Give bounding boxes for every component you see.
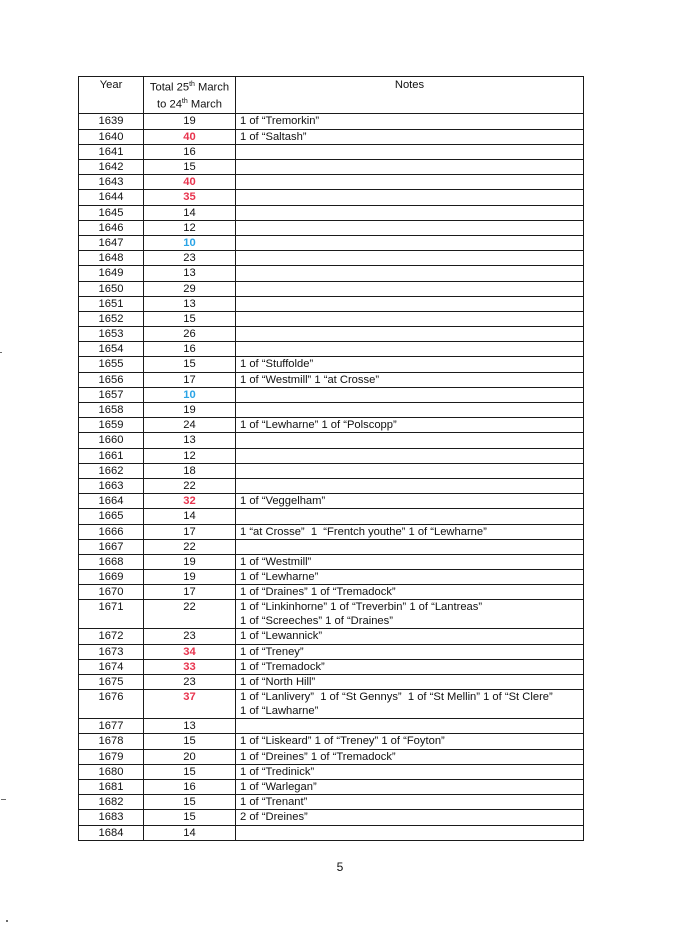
year-cell: 1683 <box>79 810 144 825</box>
table-row <box>79 494 584 509</box>
year-cell: 1649 <box>79 266 144 281</box>
total-cell <box>144 570 236 585</box>
note-line: 1 of “Tremadock” <box>240 660 325 673</box>
highlighted-total-value: 32 <box>183 495 196 508</box>
total-value: 22 <box>183 479 196 492</box>
table-row <box>79 690 584 719</box>
total-cell <box>144 114 236 129</box>
table-row <box>79 220 584 235</box>
year-cell: 1647 <box>79 235 144 250</box>
notes-cell <box>236 570 584 585</box>
total-value: 15 <box>183 811 196 824</box>
total-value: 13 <box>183 267 196 280</box>
year-cell: 1669 <box>79 570 144 585</box>
total-cell <box>144 433 236 448</box>
year-cell: 1653 <box>79 327 144 342</box>
total-cell <box>144 554 236 569</box>
total-value: 17 <box>183 525 196 538</box>
year-cell: 1658 <box>79 403 144 418</box>
year-cell: 1667 <box>79 539 144 554</box>
notes-cell <box>236 463 584 478</box>
total-value: 16 <box>183 145 196 158</box>
notes-cell <box>236 311 584 326</box>
year-cell: 1650 <box>79 281 144 296</box>
total-cell <box>144 690 236 719</box>
highlighted-total-value: 40 <box>183 130 196 143</box>
total-value: 19 <box>183 555 196 568</box>
notes-cell <box>236 433 584 448</box>
table-row <box>79 644 584 659</box>
notes-cell <box>236 509 584 524</box>
total-value: 23 <box>183 252 196 265</box>
year-cell: 1644 <box>79 190 144 205</box>
total-value: 19 <box>183 115 196 128</box>
note-line: 1 of “Linkinhorne” 1 of “Treverbin” 1 of “Lantreas” <box>240 601 483 614</box>
scan-speck <box>6 920 8 922</box>
year-cell: 1663 <box>79 478 144 493</box>
notes-cell <box>236 220 584 235</box>
notes-cell <box>236 554 584 569</box>
note-line: 1 of “North Hill” <box>240 676 316 689</box>
table-header-row <box>79 77 584 114</box>
total-value: 22 <box>183 540 196 553</box>
year-cell: 1654 <box>79 342 144 357</box>
total-value: 15 <box>183 735 196 748</box>
table-row <box>79 764 584 779</box>
total-cell <box>144 463 236 478</box>
year-cell: 1672 <box>79 629 144 644</box>
notes-cell <box>236 418 584 433</box>
notes-cell <box>236 644 584 659</box>
notes-cell <box>236 690 584 719</box>
notes-cell <box>236 825 584 840</box>
table-row <box>79 251 584 266</box>
total-value: 19 <box>183 404 196 417</box>
year-cell: 1675 <box>79 675 144 690</box>
year-cell: 1646 <box>79 220 144 235</box>
highlighted-total-value: 40 <box>183 176 196 189</box>
note-line: 1 of “Warlegan” <box>240 780 317 793</box>
year-cell: 1684 <box>79 825 144 840</box>
year-cell: 1673 <box>79 644 144 659</box>
total-cell <box>144 129 236 144</box>
notes-cell <box>236 296 584 311</box>
notes-cell <box>236 403 584 418</box>
year-cell: 1664 <box>79 494 144 509</box>
note-line: 1 of “Westmill” <box>240 555 312 568</box>
total-cell <box>144 524 236 539</box>
table-row <box>79 719 584 734</box>
notes-cell <box>236 600 584 629</box>
total-cell <box>144 644 236 659</box>
total-value: 13 <box>183 720 196 733</box>
total-cell <box>144 418 236 433</box>
notes-cell <box>236 327 584 342</box>
total-cell <box>144 327 236 342</box>
total-value: 18 <box>183 464 196 477</box>
notes-cell <box>236 235 584 250</box>
total-cell <box>144 266 236 281</box>
table-row <box>79 795 584 810</box>
total-cell <box>144 220 236 235</box>
notes-cell <box>236 494 584 509</box>
table-row <box>79 327 584 342</box>
total-value: 19 <box>183 571 196 584</box>
table-row <box>79 585 584 600</box>
year-cell: 1642 <box>79 160 144 175</box>
year-cell: 1677 <box>79 719 144 734</box>
table-row <box>79 175 584 190</box>
notes-cell <box>236 205 584 220</box>
year-cell: 1659 <box>79 418 144 433</box>
note-line: 1 of “Dreines” 1 of “Tremadock” <box>240 750 396 763</box>
notes-cell <box>236 190 584 205</box>
total-cell <box>144 144 236 159</box>
notes-cell <box>236 719 584 734</box>
note-line: 1 of “Saltash” <box>240 130 307 143</box>
total-cell <box>144 281 236 296</box>
total-cell <box>144 795 236 810</box>
note-line: 1 of “Tremorkin” <box>240 115 320 128</box>
table-row <box>79 190 584 205</box>
total-value: 15 <box>183 765 196 778</box>
note-line: 1 of “Westmill” 1 “at Crosse” <box>240 373 380 386</box>
table-row <box>79 825 584 840</box>
total-cell <box>144 494 236 509</box>
table-row <box>79 810 584 825</box>
notes-column-header: Notes <box>236 77 584 114</box>
table-row <box>79 600 584 629</box>
total-cell <box>144 585 236 600</box>
note-line: 1 of “Treney” <box>240 645 304 658</box>
total-value: 29 <box>183 282 196 295</box>
total-value: 15 <box>183 358 196 371</box>
year-cell: 1679 <box>79 749 144 764</box>
table-row <box>79 463 584 478</box>
table-row <box>79 387 584 402</box>
notes-cell <box>236 659 584 674</box>
notes-cell <box>236 749 584 764</box>
table-row <box>79 478 584 493</box>
note-line: 1 of “Draines” 1 of “Tremadock” <box>240 586 396 599</box>
year-cell: 1670 <box>79 585 144 600</box>
table-row <box>79 629 584 644</box>
total-value: 15 <box>183 796 196 809</box>
year-cell: 1640 <box>79 129 144 144</box>
note-line: 1 of “Lanlivery” 1 of “St Gennys” 1 of “St Mellin” 1 of “St Clere” <box>240 691 553 704</box>
total-value: 16 <box>183 780 196 793</box>
year-column-header: Year <box>79 77 144 114</box>
year-cell: 1641 <box>79 144 144 159</box>
total-cell <box>144 600 236 629</box>
year-cell: 1676 <box>79 690 144 719</box>
note-line: 1 of “Lewannick” <box>240 630 323 643</box>
total-cell <box>144 160 236 175</box>
notes-cell <box>236 114 584 129</box>
notes-cell <box>236 779 584 794</box>
total-cell <box>144 205 236 220</box>
notes-cell <box>236 266 584 281</box>
total-cell <box>144 734 236 749</box>
highlighted-total-value: 33 <box>183 660 196 673</box>
year-cell: 1645 <box>79 205 144 220</box>
table-row <box>79 357 584 372</box>
table-row <box>79 311 584 326</box>
table-row <box>79 266 584 281</box>
table-row <box>79 433 584 448</box>
notes-cell <box>236 629 584 644</box>
table-row <box>79 160 584 175</box>
total-cell <box>144 810 236 825</box>
year-cell: 1651 <box>79 296 144 311</box>
notes-cell <box>236 342 584 357</box>
total-value: 15 <box>183 161 196 174</box>
total-value: 23 <box>183 630 196 643</box>
total-cell <box>144 764 236 779</box>
total-cell <box>144 779 236 794</box>
total-value: 26 <box>183 328 196 341</box>
total-cell <box>144 675 236 690</box>
total-cell <box>144 659 236 674</box>
total-cell <box>144 372 236 387</box>
total-value: 23 <box>183 676 196 689</box>
table-row <box>79 418 584 433</box>
notes-cell <box>236 357 584 372</box>
notes-cell <box>236 478 584 493</box>
highlighted-total-value: 37 <box>183 691 196 704</box>
scan-speck <box>0 352 2 353</box>
notes-cell <box>236 372 584 387</box>
scan-speck <box>1 799 6 800</box>
table-row <box>79 509 584 524</box>
year-cell: 1657 <box>79 387 144 402</box>
year-cell: 1648 <box>79 251 144 266</box>
table-row <box>79 539 584 554</box>
notes-cell <box>236 764 584 779</box>
table-row <box>79 448 584 463</box>
note-line: 1 of “Lewharne” 1 of “Polscopp” <box>240 419 397 432</box>
highlighted-total-value: 10 <box>183 236 196 249</box>
notes-cell <box>236 524 584 539</box>
notes-cell <box>236 251 584 266</box>
table-row <box>79 144 584 159</box>
total-cell <box>144 296 236 311</box>
table-row <box>79 659 584 674</box>
note-line: 1 of “Stuffolde” <box>240 358 314 371</box>
table-row <box>79 372 584 387</box>
total-value: 15 <box>183 312 196 325</box>
year-cell: 1655 <box>79 357 144 372</box>
highlighted-total-value: 34 <box>183 645 196 658</box>
total-cell <box>144 629 236 644</box>
table-row <box>79 403 584 418</box>
total-cell <box>144 175 236 190</box>
total-cell <box>144 825 236 840</box>
table-row <box>79 779 584 794</box>
note-line: 1 of “Veggelham” <box>240 495 326 508</box>
highlighted-total-value: 35 <box>183 191 196 204</box>
table-row <box>79 524 584 539</box>
total-value: 17 <box>183 586 196 599</box>
note-line: 1 of “Screeches” 1 of “Draines” <box>240 615 393 628</box>
total-value: 16 <box>183 343 196 356</box>
notes-cell <box>236 539 584 554</box>
table-row <box>79 205 584 220</box>
total-cell <box>144 357 236 372</box>
year-cell: 1681 <box>79 779 144 794</box>
highlighted-total-value: 10 <box>183 388 196 401</box>
table-row <box>79 235 584 250</box>
page-number: 5 <box>336 860 344 874</box>
total-value: 12 <box>183 449 196 462</box>
total-value: 17 <box>183 373 196 386</box>
total-cell <box>144 190 236 205</box>
table-row <box>79 749 584 764</box>
notes-cell <box>236 144 584 159</box>
table-body <box>79 114 584 840</box>
year-cell: 1678 <box>79 734 144 749</box>
total-cell <box>144 311 236 326</box>
year-cell: 1656 <box>79 372 144 387</box>
total-value: 12 <box>183 221 196 234</box>
total-cell <box>144 719 236 734</box>
year-cell: 1639 <box>79 114 144 129</box>
burials-table <box>78 76 584 841</box>
note-line: 1 of “Lewharne” <box>240 571 319 584</box>
total-cell <box>144 509 236 524</box>
year-cell: 1671 <box>79 600 144 629</box>
notes-cell <box>236 448 584 463</box>
notes-cell <box>236 585 584 600</box>
year-cell: 1661 <box>79 448 144 463</box>
year-cell: 1680 <box>79 764 144 779</box>
total-cell <box>144 251 236 266</box>
total-value: 14 <box>183 206 196 219</box>
notes-cell <box>236 795 584 810</box>
notes-cell <box>236 160 584 175</box>
note-line: 1 of “Liskeard” 1 of “Treney” 1 of “Foyton” <box>240 735 445 748</box>
notes-cell <box>236 734 584 749</box>
total-cell <box>144 539 236 554</box>
notes-cell <box>236 129 584 144</box>
year-cell: 1652 <box>79 311 144 326</box>
total-value: 14 <box>183 826 196 839</box>
total-value: 13 <box>183 434 196 447</box>
note-line: 1 of “Tredinick” <box>240 765 315 778</box>
notes-cell <box>236 387 584 402</box>
year-cell: 1682 <box>79 795 144 810</box>
notes-cell <box>236 281 584 296</box>
total-cell <box>144 403 236 418</box>
year-cell: 1660 <box>79 433 144 448</box>
table-row <box>79 734 584 749</box>
total-value: 20 <box>183 750 196 763</box>
total-value: 14 <box>183 510 196 523</box>
total-cell <box>144 749 236 764</box>
table-row <box>79 114 584 129</box>
table-row <box>79 281 584 296</box>
total-value: 24 <box>183 419 196 432</box>
table-row <box>79 129 584 144</box>
year-cell: 1666 <box>79 524 144 539</box>
total-cell <box>144 342 236 357</box>
total-column-header: Total 25th March to 24th March <box>144 77 236 114</box>
total-cell <box>144 235 236 250</box>
notes-cell <box>236 675 584 690</box>
total-cell <box>144 448 236 463</box>
year-cell: 1674 <box>79 659 144 674</box>
table-row <box>79 570 584 585</box>
table-row <box>79 675 584 690</box>
year-cell: 1665 <box>79 509 144 524</box>
notes-cell <box>236 810 584 825</box>
total-value: 22 <box>183 601 196 614</box>
year-cell: 1643 <box>79 175 144 190</box>
table-row <box>79 296 584 311</box>
note-line: 2 of “Dreines” <box>240 811 308 824</box>
notes-cell <box>236 175 584 190</box>
total-value: 13 <box>183 297 196 310</box>
year-cell: 1668 <box>79 554 144 569</box>
total-cell <box>144 478 236 493</box>
table-row <box>79 342 584 357</box>
note-line: 1 “at Crosse” 1 “Frentch youthe” 1 of “Lewharne” <box>240 525 487 538</box>
note-line: 1 of “Lawharne” <box>240 705 319 718</box>
year-cell: 1662 <box>79 463 144 478</box>
table-row <box>79 554 584 569</box>
total-cell <box>144 387 236 402</box>
note-line: 1 of “Trenant” <box>240 796 308 809</box>
